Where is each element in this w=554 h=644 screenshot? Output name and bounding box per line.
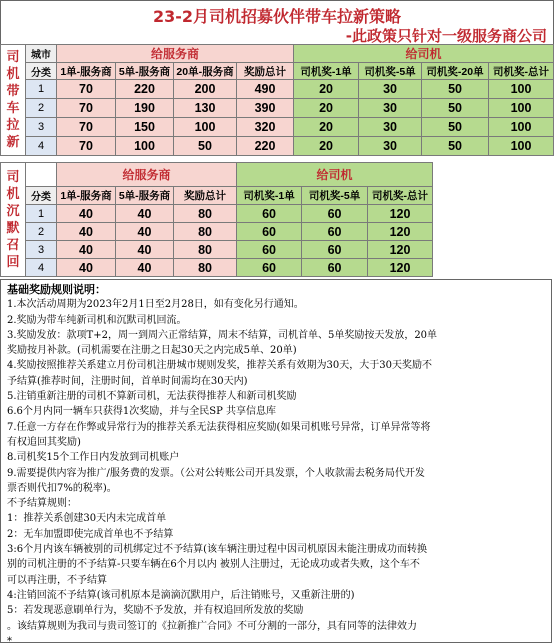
cell: 100 <box>489 80 554 99</box>
title-box <box>0 0 554 45</box>
rules-title: 基础奖励规则说明： <box>7 283 106 296</box>
cell: 80 <box>174 241 237 259</box>
cell: 490 <box>237 80 294 99</box>
rule-line: 1.本次活动周期为2023年2月1日至2月28日，如有变化另行通知。 <box>7 299 304 311</box>
cell: 200 <box>174 80 237 99</box>
cell: 30 <box>359 137 422 156</box>
cell: 30 <box>359 80 422 99</box>
group-provider: 给服务商 <box>57 45 294 63</box>
rule-line: 不予结算规则： <box>7 498 77 510</box>
cell: 50 <box>174 137 237 156</box>
sub-header: 20单-服务商 <box>174 63 237 80</box>
new-driver-table <box>0 44 554 156</box>
cell: 70 <box>57 99 116 118</box>
cell: 60 <box>302 205 368 223</box>
cell: 320 <box>237 118 294 137</box>
row-class: 3 <box>26 241 57 259</box>
cell: 120 <box>368 259 433 277</box>
row-class: 2 <box>26 223 57 241</box>
table-row <box>1 80 554 99</box>
cell: 100 <box>116 137 174 156</box>
cell: 20 <box>294 80 359 99</box>
rule-line: 5.注销重新注册的司机不算新司机，无法获得推荐人和新司机奖励 <box>7 391 297 403</box>
table-row <box>1 259 433 277</box>
row-class: 2 <box>26 99 57 118</box>
cell: 20 <box>294 137 359 156</box>
cell: 50 <box>422 137 489 156</box>
sub-header: 司机奖-20单 <box>422 63 489 80</box>
cell: 60 <box>302 241 368 259</box>
cell: 40 <box>116 223 174 241</box>
rule-line: 予结算(推荐时间，注册时间，首单时间需均在30天内) <box>7 375 248 387</box>
page-subtitle: -此政策只针对一级服务商公司 <box>345 27 547 45</box>
side-char: 沉 <box>6 203 20 219</box>
page-title: 23-2月司机招募伙伴带车拉新策略 <box>152 7 402 26</box>
cell: 30 <box>359 99 422 118</box>
rule-line: 6.6个月内同一辆车只获得1次奖励，并与全民SP 共享信息库 <box>7 406 277 418</box>
cell: 60 <box>237 223 302 241</box>
rules-box <box>0 279 552 643</box>
cell: 40 <box>116 259 174 277</box>
row-class: 1 <box>26 80 57 99</box>
table-row <box>1 241 433 259</box>
cell: 120 <box>368 223 433 241</box>
cell: 100 <box>489 118 554 137</box>
rule-line: 有权追回其奖励) <box>7 436 81 448</box>
cell: 100 <box>489 137 554 156</box>
row-class: 4 <box>26 259 57 277</box>
row-class: 3 <box>26 118 57 137</box>
sub-header: 1单-服务商 <box>57 63 116 80</box>
cell: 190 <box>116 99 174 118</box>
cell: 20 <box>294 99 359 118</box>
cell: 220 <box>237 137 294 156</box>
side-label-silent-driver <box>1 163 26 277</box>
cell: 60 <box>302 223 368 241</box>
sub-header: 5单-服务商 <box>116 187 174 205</box>
cell: 70 <box>57 137 116 156</box>
cell: 40 <box>57 205 116 223</box>
rule-line: 奖励按月补款。(司机需要在注册之日起30天之内完成5单、20单) <box>7 345 297 357</box>
cell: 120 <box>368 205 433 223</box>
sub-header: 1单-服务商 <box>57 187 116 205</box>
table-row <box>1 205 433 223</box>
cell: 60 <box>237 259 302 277</box>
cell: 150 <box>116 118 174 137</box>
rule-line: 8.司机奖15个工作日内发放到司机账户 <box>7 452 180 464</box>
cell: 130 <box>174 99 237 118</box>
table-row <box>1 99 554 118</box>
sub-header: 5单-服务商 <box>116 63 174 80</box>
cell: 70 <box>57 118 116 137</box>
rule-line: 7.任意一方存在作弊或异常行为的推荐关系无法获得相应奖励(如果司机账号异常，订单异常等将 <box>7 421 431 433</box>
cell: 70 <box>57 80 116 99</box>
cell: 30 <box>359 118 422 137</box>
sub-header: 奖励总计 <box>174 187 237 205</box>
side-char: 机 <box>6 186 20 202</box>
cell: 220 <box>116 80 174 99</box>
cell: 60 <box>237 205 302 223</box>
cell: 80 <box>174 259 237 277</box>
rule-line: 1：推荐关系创建30天内未完成首单 <box>7 513 167 525</box>
rule-line: 票否则代扣7%的税率)。 <box>7 482 117 494</box>
rule-line: 。该结算规则为我司与贵司签订的《拉新推广合同》不可分割的一部分，具有同等的法律效力 <box>7 620 417 632</box>
sub-header: 司机奖-1单 <box>294 63 359 80</box>
cell: 80 <box>174 205 237 223</box>
group-driver: 给司机 <box>237 163 433 187</box>
side-char: 回 <box>6 254 20 270</box>
row-class: 4 <box>26 137 57 156</box>
rule-line: 2：无车加盟即使完成首单也不予结算 <box>7 528 174 540</box>
side-char: 拉 <box>6 118 20 133</box>
table-row <box>1 118 554 137</box>
side-label-new-driver <box>1 45 26 156</box>
rule-line: 3.奖励发放：款项T+2，周一到周六正常结算，周末不结算，司机首单、5单奖励按天发放，20单 <box>7 329 438 341</box>
sub-header: 奖励总计 <box>237 63 294 80</box>
side-char: 机 <box>6 67 20 82</box>
cell: 40 <box>57 259 116 277</box>
header-blank <box>26 163 57 187</box>
sub-header: 司机奖-1单 <box>237 187 302 205</box>
cell: 390 <box>237 99 294 118</box>
rule-line: 别的司机注册的不予结算-只要车辆在6个月以内 被别人注册过，无论成功或者失败，这个车不 <box>7 559 420 571</box>
side-char: 默 <box>6 220 20 236</box>
cell: 60 <box>302 259 368 277</box>
table-row <box>1 223 433 241</box>
side-char: 召 <box>6 237 20 253</box>
rule-line: 2.奖励为带车纯新司机和沉默司机回流。 <box>7 314 187 326</box>
cell: 20 <box>294 118 359 137</box>
group-provider: 给服务商 <box>57 163 237 187</box>
group-driver: 给司机 <box>294 45 554 63</box>
rule-line: 4:注销回流不予结算(该司机原本是滴滴沉默用户，后注销账号，又重新注册的) <box>7 589 355 601</box>
cell: 40 <box>57 241 116 259</box>
row-class: 1 <box>26 205 57 223</box>
cell: 100 <box>174 118 237 137</box>
rule-line: 3:6个月内该车辆被别的司机绑定过不予结算(该车辆注册过程中因司机原因未能注册成功而转换 <box>7 544 427 556</box>
side-char: 司 <box>6 169 20 185</box>
side-char: 带 <box>6 84 20 99</box>
rule-line: * <box>7 635 12 643</box>
rule-line: 可以再注册，不予结算 <box>7 574 107 586</box>
side-char: 司 <box>6 50 20 65</box>
cell: 120 <box>368 241 433 259</box>
sub-header: 司机奖-5单 <box>359 63 422 80</box>
cell: 50 <box>422 99 489 118</box>
sub-header: 司机奖-总计 <box>489 63 554 80</box>
header-city: 城市 <box>26 45 57 63</box>
rule-line: 4.奖励按照推荐关系建立月份司机注册城市规则发奖，推荐关系有效期为30天，大于30天奖励不 <box>7 360 432 372</box>
side-char: 车 <box>6 101 20 116</box>
side-char: 新 <box>6 135 20 150</box>
table-row <box>1 137 554 156</box>
cell: 60 <box>237 241 302 259</box>
sub-header: 司机奖-5单 <box>302 187 368 205</box>
cell: 40 <box>116 241 174 259</box>
rule-line: 5：若发现恶意刷单行为，奖励不予发放，并有权追回所发放的奖励 <box>7 605 304 617</box>
cell: 50 <box>422 118 489 137</box>
silent-driver-table <box>0 162 433 277</box>
rule-line: 9.需要提供内容为推广/服务费的发票。（公对公转账公司开具发票，个人收款需去税务局代开发 <box>7 467 425 479</box>
cell: 50 <box>422 80 489 99</box>
cell: 40 <box>57 223 116 241</box>
cell: 80 <box>174 223 237 241</box>
header-class: 分类 <box>26 187 57 205</box>
cell: 40 <box>116 205 174 223</box>
header-class: 分类 <box>26 63 57 80</box>
sub-header: 司机奖-总计 <box>368 187 433 205</box>
cell: 100 <box>489 99 554 118</box>
